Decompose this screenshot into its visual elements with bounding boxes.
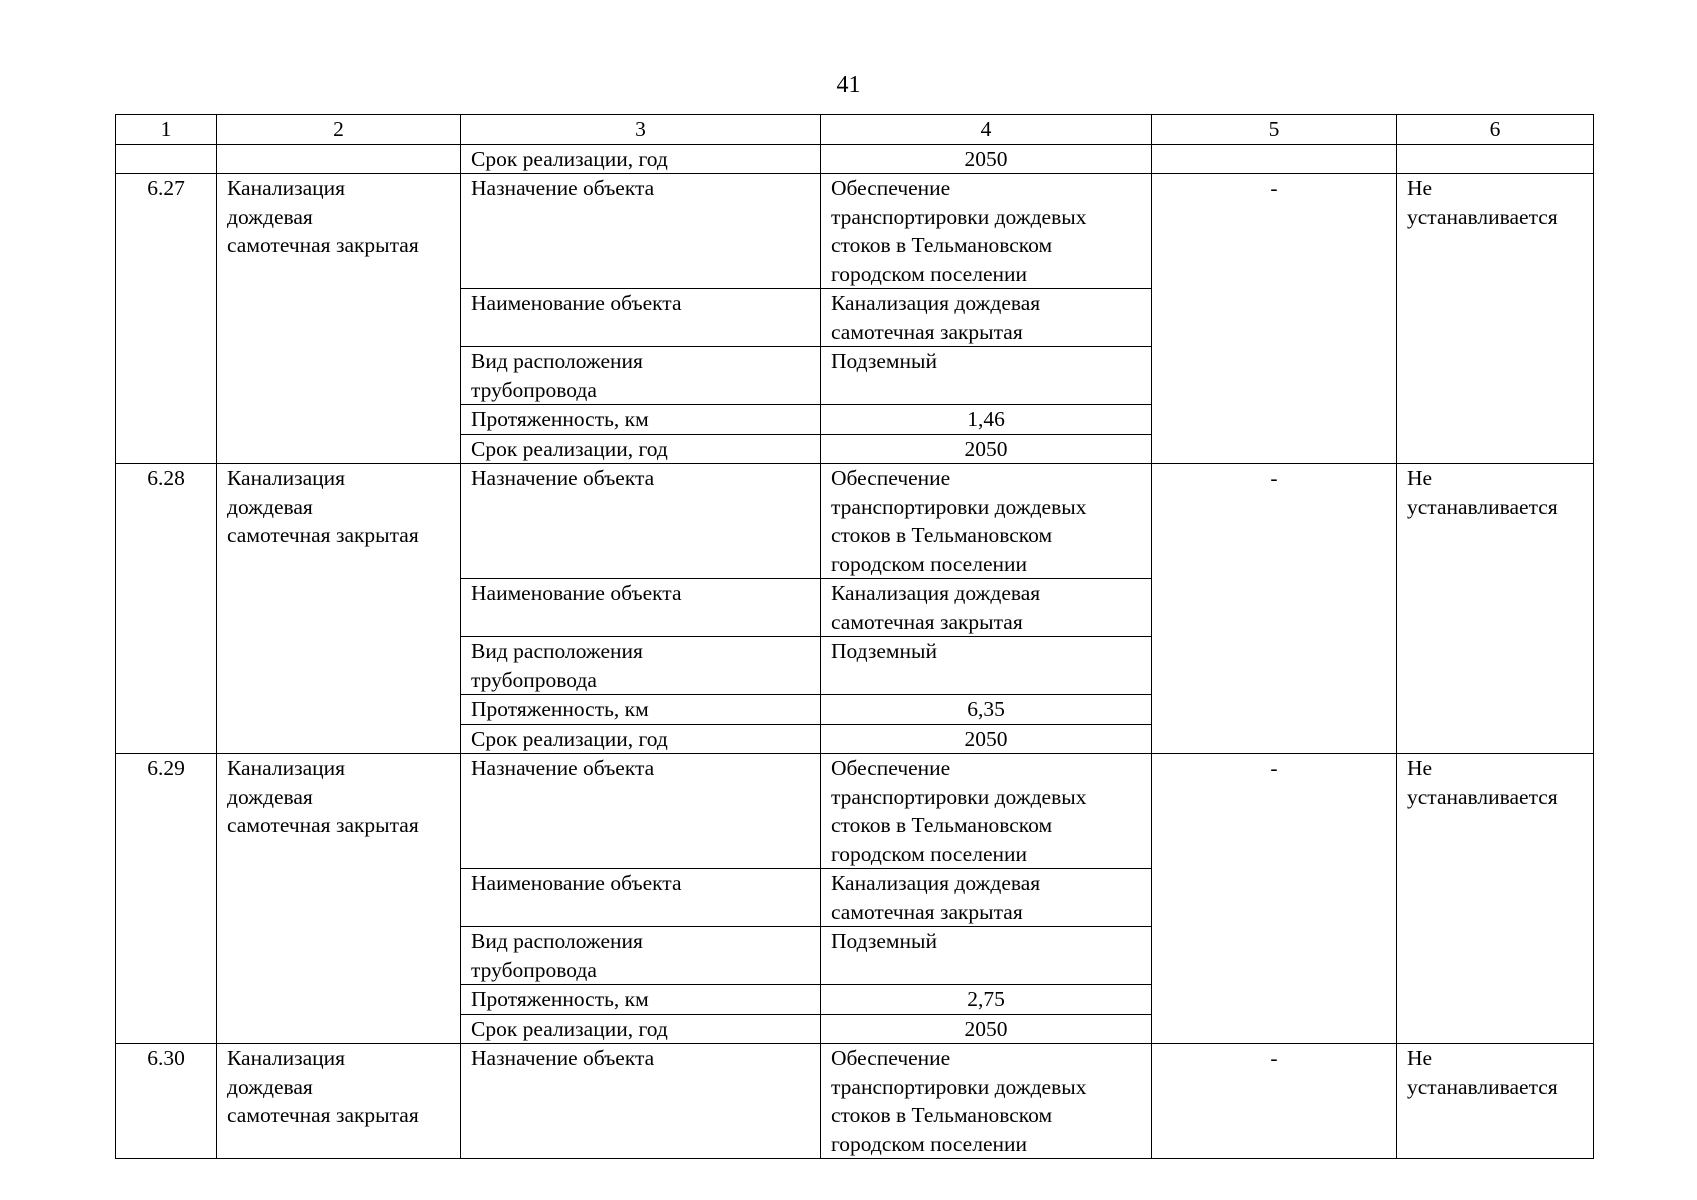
- text-line: трубопровода: [471, 667, 597, 692]
- text-line: городском поселении: [831, 261, 1027, 286]
- table-row: [116, 174, 1594, 289]
- param-label: Срок реализации, год: [461, 724, 821, 754]
- param-value: [821, 1044, 1152, 1159]
- param-value: [821, 174, 1152, 289]
- text-line: Канализация дождевая: [831, 871, 1041, 895]
- text-line: самотечная закрытая: [227, 523, 419, 547]
- page-number: 41: [836, 72, 861, 98]
- text-line: самотечная закрытая: [831, 609, 1023, 634]
- text-line: стоков в Тельмановском: [831, 523, 1053, 547]
- cell-empty: [116, 144, 217, 174]
- text-line: дождевая: [227, 494, 313, 519]
- column6-value: [1397, 174, 1594, 464]
- param-value: Подземный: [821, 637, 1152, 695]
- header-cell: 3: [461, 115, 821, 145]
- table-header-row: [116, 115, 1594, 145]
- param-value: 2050: [821, 1014, 1152, 1044]
- param-label: Назначение объекта: [461, 1044, 821, 1159]
- text-line: трубопровода: [471, 957, 597, 982]
- param-label: Наименование объекта: [461, 289, 821, 347]
- param-value: [821, 289, 1152, 347]
- column6-value: [1397, 464, 1594, 754]
- text-line: Канализация: [227, 756, 346, 780]
- cell-empty: [1397, 144, 1594, 174]
- text-line: Обеспечение: [831, 1046, 951, 1070]
- text-line: транспортировки дождевых: [831, 784, 1087, 809]
- text-line: устанавливается: [1407, 204, 1558, 229]
- text-line: стоков в Тельмановском: [831, 813, 1053, 837]
- header-cell: 4: [821, 115, 1152, 145]
- param-value: 1,46: [821, 405, 1152, 435]
- param-label: Срок реализации, год: [461, 434, 821, 464]
- text-line: дождевая: [227, 204, 313, 229]
- param-value: Подземный: [821, 927, 1152, 985]
- text-line: Канализация дождевая: [831, 581, 1041, 605]
- text-line: Канализация: [227, 1046, 346, 1070]
- text-line: самотечная закрытая: [831, 899, 1023, 924]
- text-line: дождевая: [227, 1074, 313, 1099]
- text-line: самотечная закрытая: [227, 813, 419, 837]
- param-label: Наименование объекта: [461, 579, 821, 637]
- table-row: [116, 144, 1594, 174]
- param-label: [461, 347, 821, 405]
- text-line: Обеспечение: [831, 176, 951, 200]
- param-value: 6,35: [821, 695, 1152, 725]
- param-label: Срок реализации, год: [461, 1014, 821, 1044]
- param-value: [821, 579, 1152, 637]
- param-value: 2050: [821, 434, 1152, 464]
- param-label: Протяженность, км: [461, 405, 821, 435]
- param-label: Назначение объекта: [461, 464, 821, 579]
- entry-title: [217, 174, 461, 464]
- param-label: Назначение объекта: [461, 754, 821, 869]
- column5-value: -: [1152, 174, 1397, 464]
- param-label: Наименование объекта: [461, 869, 821, 927]
- text-line: Обеспечение: [831, 756, 951, 780]
- entries-body: [116, 174, 1594, 1159]
- text-line: Канализация: [227, 466, 346, 490]
- text-line: Не: [1407, 176, 1433, 200]
- text-line: Вид расположения: [471, 349, 643, 373]
- table-row: [116, 464, 1594, 579]
- text-line: стоков в Тельмановском: [831, 233, 1053, 257]
- text-line: Вид расположения: [471, 929, 643, 953]
- text-line: Не: [1407, 756, 1433, 780]
- column6-value: [1397, 1044, 1594, 1159]
- header-cell: 2: [217, 115, 461, 145]
- param-label: [461, 637, 821, 695]
- text-line: самотечная закрытая: [227, 1103, 419, 1127]
- column5-value: -: [1152, 464, 1397, 754]
- text-line: Не: [1407, 1046, 1433, 1070]
- header-cell: 5: [1152, 115, 1397, 145]
- entry-title: [217, 754, 461, 1044]
- text-line: Канализация: [227, 176, 346, 200]
- param-value: 2050: [821, 144, 1152, 174]
- param-label: Срок реализации, год: [461, 144, 821, 174]
- column5-value: -: [1152, 1044, 1397, 1159]
- param-label: [461, 927, 821, 985]
- param-label: Протяженность, км: [461, 695, 821, 725]
- text-line: городском поселении: [831, 551, 1027, 576]
- text-line: устанавливается: [1407, 1074, 1558, 1099]
- text-line: дождевая: [227, 784, 313, 809]
- text-line: стоков в Тельмановском: [831, 1103, 1053, 1127]
- param-label: Протяженность, км: [461, 985, 821, 1015]
- param-value: [821, 754, 1152, 869]
- text-line: Не: [1407, 466, 1433, 490]
- text-line: трубопровода: [471, 377, 597, 402]
- text-line: Канализация дождевая: [831, 291, 1041, 315]
- entry-number: 6.29: [116, 754, 217, 1044]
- text-line: самотечная закрытая: [831, 319, 1023, 344]
- cell-empty: [1152, 144, 1397, 174]
- text-line: Вид расположения: [471, 639, 643, 663]
- header-cell: 1: [116, 115, 217, 145]
- param-label: Назначение объекта: [461, 174, 821, 289]
- param-value: 2050: [821, 724, 1152, 754]
- text-line: транспортировки дождевых: [831, 1074, 1087, 1099]
- param-value: [821, 464, 1152, 579]
- entry-title: [217, 1044, 461, 1159]
- entry-number: 6.27: [116, 174, 217, 464]
- objects-table: [115, 114, 1594, 1159]
- table-row: [116, 754, 1594, 869]
- text-line: транспортировки дождевых: [831, 204, 1087, 229]
- text-line: городском поселении: [831, 841, 1027, 866]
- table-row: [116, 1044, 1594, 1159]
- entry-number: 6.28: [116, 464, 217, 754]
- text-line: устанавливается: [1407, 494, 1558, 519]
- column5-value: -: [1152, 754, 1397, 1044]
- text-line: городском поселении: [831, 1131, 1027, 1156]
- text-line: устанавливается: [1407, 784, 1558, 809]
- text-line: транспортировки дождевых: [831, 494, 1087, 519]
- cell-empty: [217, 144, 461, 174]
- text-line: самотечная закрытая: [227, 233, 419, 257]
- column6-value: [1397, 754, 1594, 1044]
- param-value: Подземный: [821, 347, 1152, 405]
- param-value: 2,75: [821, 985, 1152, 1015]
- entry-number: 6.30: [116, 1044, 217, 1159]
- header-cell: 6: [1397, 115, 1594, 145]
- param-value: [821, 869, 1152, 927]
- text-line: Обеспечение: [831, 466, 951, 490]
- entry-title: [217, 464, 461, 754]
